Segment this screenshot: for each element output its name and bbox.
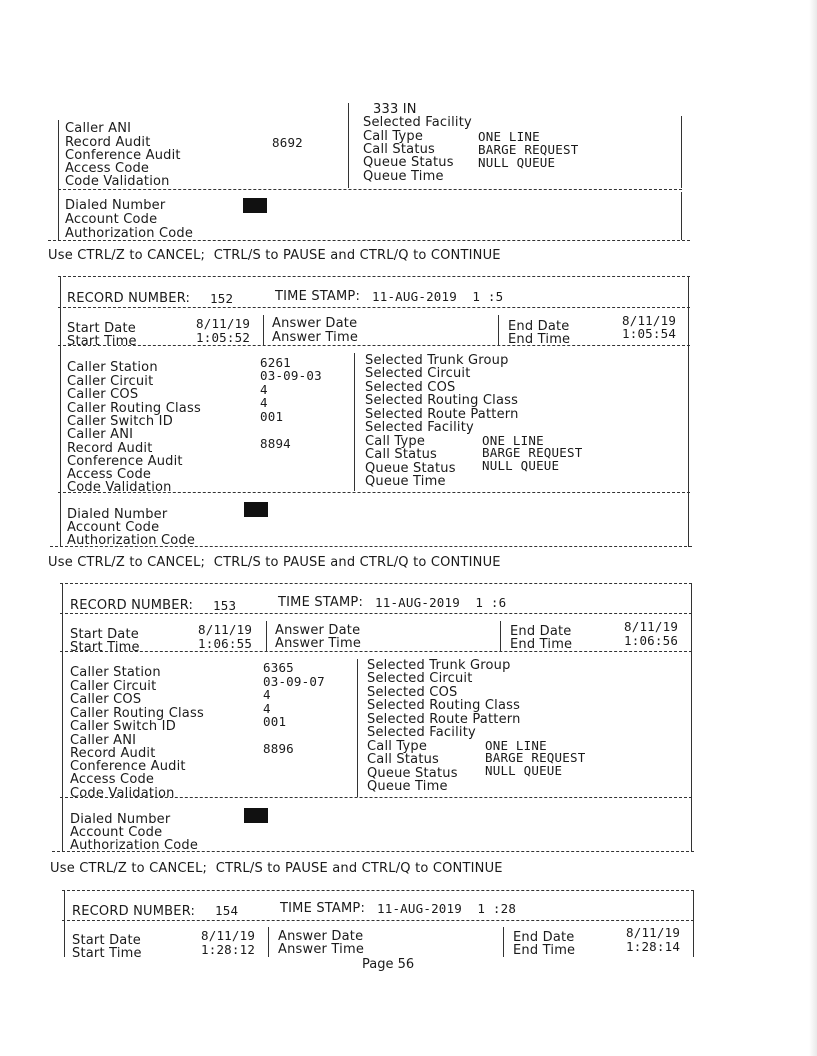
redaction-block [244, 502, 268, 517]
authorization-code-label: Authorization Code [65, 226, 194, 241]
start-date-label: Start Date [72, 933, 141, 948]
selected-cos-label: Selected COS [367, 685, 458, 700]
column-divider [503, 927, 504, 957]
record-end-divider [48, 240, 690, 241]
time-stamp-label: TIME STAMP: [278, 595, 364, 610]
call-status-value: BARGE REQUEST [482, 445, 583, 460]
column-divider [354, 353, 355, 491]
header-divider [58, 307, 690, 308]
caller-cos-value: 4 [263, 687, 271, 702]
conference-audit-label: Conference Audit [70, 759, 186, 774]
conference-audit-label: Conference Audit [65, 148, 181, 163]
right-border [681, 116, 682, 188]
selected-facility-label: Selected Facility [367, 725, 476, 740]
column-divider [500, 621, 501, 651]
dialed-number-label: Dialed Number [70, 812, 171, 827]
redaction-block [243, 198, 267, 213]
answer-date-label: Answer Date [275, 623, 361, 638]
column-divider [263, 315, 264, 345]
record-end-divider [50, 546, 692, 547]
caller-circuit-value: 03-09-07 [263, 674, 325, 689]
right-border [681, 192, 682, 240]
section-divider [58, 189, 682, 190]
selected-trunk-group-label: Selected Trunk Group [365, 353, 509, 368]
record-audit-label: Record Audit [70, 746, 156, 761]
caller-ani-label: Caller ANI [70, 733, 137, 748]
column-divider [266, 621, 267, 651]
caller-circuit-value: 03-09-03 [260, 368, 322, 383]
caller-station-value: 6365 [263, 660, 294, 675]
selected-circuit-label: Selected Circuit [367, 671, 473, 686]
selected-trunk-value: 333 IN [373, 102, 417, 117]
account-code-label: Account Code [65, 212, 158, 227]
end-date-label: End Date [508, 319, 570, 334]
authorization-code-label: Authorization Code [70, 838, 199, 853]
caller-circuit-label: Caller Circuit [70, 679, 157, 694]
end-date-value: 8/11/19 [622, 313, 677, 328]
redaction-block [244, 808, 268, 823]
end-time-label: End Time [513, 943, 576, 958]
left-border [58, 120, 59, 192]
selected-cos-label: Selected COS [365, 380, 456, 395]
queue-status-value: NULL QUEUE [482, 458, 560, 473]
end-time-label: End Time [508, 332, 571, 347]
left-border [64, 891, 65, 957]
call-type-label: Call Type [365, 434, 426, 449]
record-number-value: 152 [210, 291, 234, 306]
dates-divider [58, 345, 690, 346]
caller-switch-id-label: Caller Switch ID [70, 719, 176, 734]
account-code-label: Account Code [67, 520, 160, 535]
caller-station-label: Caller Station [70, 665, 161, 680]
left-border [62, 584, 63, 852]
end-date-value: 8/11/19 [626, 925, 681, 940]
code-validation-label: Code Validation [70, 786, 175, 801]
start-date-label: Start Date [70, 627, 139, 642]
left-border [58, 192, 59, 240]
call-type-value: ONE LINE [478, 129, 540, 144]
caller-ani-label: Caller ANI [67, 427, 134, 442]
call-type-value: ONE LINE [485, 738, 547, 753]
record-audit-value: 8894 [260, 436, 291, 451]
selected-route-pattern-label: Selected Route Pattern [367, 712, 521, 727]
answer-time-label: Answer Time [278, 942, 365, 957]
caller-ani-label: Caller ANI [65, 121, 132, 136]
queue-time-label: Queue Time [363, 169, 444, 184]
call-status-label: Call Status [367, 752, 440, 767]
end-time-value: 1:28:14 [626, 939, 681, 954]
end-date-label: End Date [513, 930, 575, 945]
caller-station-value: 6261 [260, 355, 291, 370]
record-top-divider [60, 583, 692, 584]
authorization-code-label: Authorization Code [67, 533, 196, 548]
left-border [60, 277, 61, 547]
right-border [691, 584, 692, 852]
right-border [693, 891, 694, 957]
record-number-label: RECORD NUMBER: [70, 598, 194, 613]
queue-status-label: Queue Status [363, 155, 454, 170]
caller-switch-id-value: 001 [263, 714, 287, 729]
start-time-label: Start Time [70, 640, 140, 655]
selected-facility-label: Selected Facility [365, 420, 474, 435]
answer-date-label: Answer Date [278, 929, 364, 944]
queue-time-label: Queue Time [365, 474, 446, 489]
column-divider [348, 103, 349, 188]
selected-facility-label: Selected Facility [363, 115, 472, 130]
header-divider [60, 613, 692, 614]
time-stamp-label: TIME STAMP: [280, 901, 366, 916]
call-type-value: ONE LINE [482, 433, 544, 448]
section-divider [58, 492, 690, 493]
start-date-value: 8/11/19 [196, 316, 251, 331]
queue-status-label: Queue Status [367, 766, 458, 781]
answer-time-label: Answer Time [275, 636, 362, 651]
start-time-label: Start Time [67, 334, 137, 349]
caller-cos-value: 4 [260, 382, 268, 397]
control-instruction: Use CTRL/Z to CANCEL; CTRL/S to PAUSE and CTRL/Q to CONTINUE [50, 861, 503, 876]
record-top-divider [58, 276, 690, 277]
queue-status-value: NULL QUEUE [485, 763, 563, 778]
call-status-label: Call Status [365, 447, 438, 462]
right-border [688, 277, 689, 547]
selected-circuit-label: Selected Circuit [365, 366, 471, 381]
caller-routing-class-label: Caller Routing Class [70, 706, 204, 721]
access-code-label: Access Code [67, 467, 152, 482]
caller-circuit-label: Caller Circuit [67, 374, 154, 389]
record-number-value: 153 [213, 598, 237, 613]
record-number-label: RECORD NUMBER: [67, 291, 191, 306]
end-time-label: End Time [510, 637, 573, 652]
caller-station-label: Caller Station [67, 360, 158, 375]
code-validation-label: Code Validation [67, 480, 172, 495]
caller-cos-label: Caller COS [70, 692, 142, 707]
account-code-label: Account Code [70, 825, 163, 840]
selected-trunk-group-label: Selected Trunk Group [367, 658, 511, 673]
queue-status-value: NULL QUEUE [478, 155, 556, 170]
record-audit-value: 8692 [272, 135, 303, 150]
call-status-label: Call Status [363, 142, 436, 157]
answer-time-label: Answer Time [272, 330, 359, 345]
header-divider [62, 920, 694, 921]
access-code-label: Access Code [70, 772, 155, 787]
answer-date-label: Answer Date [272, 316, 358, 331]
caller-switch-id-label: Caller Switch ID [67, 414, 173, 429]
record-end-divider [52, 851, 694, 852]
column-divider [357, 659, 358, 797]
section-divider [60, 797, 692, 798]
record-top-divider [62, 890, 694, 891]
caller-switch-id-value: 001 [260, 409, 284, 424]
column-divider [498, 315, 499, 345]
queue-time-label: Queue Time [367, 779, 448, 794]
control-instruction: Use CTRL/Z to CANCEL; CTRL/S to PAUSE and CTRL/Q to CONTINUE [48, 555, 501, 570]
end-time-value: 1:05:54 [622, 326, 677, 341]
call-status-value: BARGE REQUEST [485, 750, 586, 765]
start-date-value: 8/11/19 [198, 622, 253, 637]
control-instruction: Use CTRL/Z to CANCEL; CTRL/S to PAUSE and CTRL/Q to CONTINUE [48, 248, 501, 263]
access-code-label: Access Code [65, 161, 150, 176]
time-stamp-value: 11-AUG-2019 1 :6 [375, 595, 507, 610]
call-type-label: Call Type [363, 129, 424, 144]
record-audit-label: Record Audit [67, 441, 153, 456]
end-date-value: 8/11/19 [624, 619, 679, 634]
end-date-label: End Date [510, 624, 572, 639]
caller-routing-class-value: 4 [260, 395, 268, 410]
queue-status-label: Queue Status [365, 461, 456, 476]
start-time-label: Start Time [72, 946, 142, 961]
code-validation-label: Code Validation [65, 174, 170, 189]
start-time-value: 1:05:52 [196, 330, 251, 345]
call-status-value: BARGE REQUEST [478, 142, 579, 157]
time-stamp-value: 11-AUG-2019 1 :5 [372, 289, 504, 304]
time-stamp-label: TIME STAMP: [275, 289, 361, 304]
page-number: Page 56 [362, 957, 415, 972]
dates-divider [60, 651, 692, 652]
dialed-number-label: Dialed Number [65, 198, 166, 213]
start-date-value: 8/11/19 [201, 928, 256, 943]
page-edge-shadow [809, 0, 817, 1056]
dialed-number-label: Dialed Number [67, 507, 168, 522]
record-audit-label: Record Audit [65, 135, 151, 150]
start-date-label: Start Date [67, 321, 136, 336]
record-number-value: 154 [215, 903, 239, 918]
caller-cos-label: Caller COS [67, 387, 139, 402]
selected-routing-class-label: Selected Routing Class [367, 698, 521, 713]
record-audit-value: 8896 [263, 741, 294, 756]
column-divider [268, 927, 269, 957]
time-stamp-value: 11-AUG-2019 1 :28 [377, 901, 517, 916]
end-time-value: 1:06:56 [624, 633, 679, 648]
conference-audit-label: Conference Audit [67, 454, 183, 469]
caller-routing-class-label: Caller Routing Class [67, 401, 201, 416]
start-time-value: 1:06:55 [198, 636, 253, 651]
selected-routing-class-label: Selected Routing Class [365, 393, 519, 408]
call-type-label: Call Type [367, 739, 428, 754]
caller-routing-class-value: 4 [263, 701, 271, 716]
record-number-label: RECORD NUMBER: [72, 904, 196, 919]
start-time-value: 1:28:12 [201, 942, 256, 957]
selected-route-pattern-label: Selected Route Pattern [365, 407, 519, 422]
